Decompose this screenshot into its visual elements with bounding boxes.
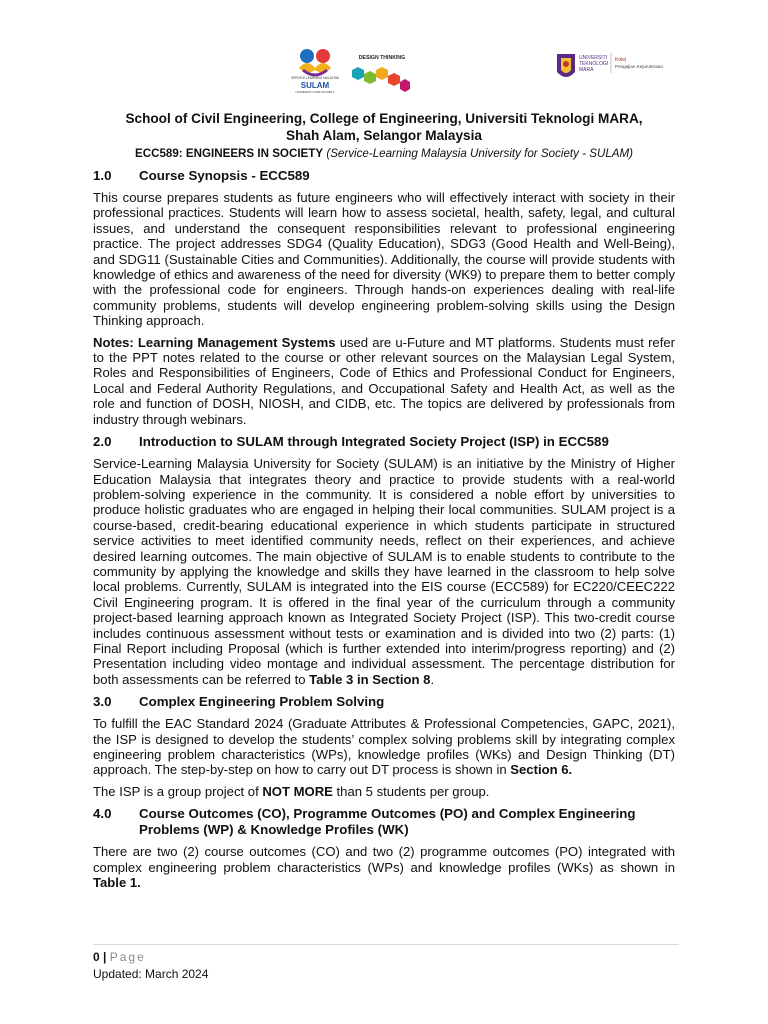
sulam-caption-3: UNIVERSITY FOR SOCIETY bbox=[295, 90, 335, 94]
title-line-1: School of Civil Engineering, College of Engineering, Universiti Teknologi MARA, bbox=[125, 111, 643, 126]
design-thinking-logo bbox=[344, 52, 414, 94]
section-4-paragraph bbox=[93, 844, 675, 890]
page-number: 0 bbox=[93, 950, 100, 964]
group-note-end: than 5 students per group. bbox=[332, 783, 490, 799]
page-word: Page bbox=[109, 950, 146, 964]
section-4-heading bbox=[93, 806, 675, 838]
uitm-line-1: UNIVERSITI bbox=[579, 55, 608, 61]
uitm-logo bbox=[555, 50, 675, 90]
section-2-heading bbox=[93, 434, 675, 450]
document-body bbox=[93, 111, 675, 896]
uitm-line-2: TEKNOLOGI bbox=[579, 61, 609, 67]
notes-label: Notes: Learning Management Systems bbox=[93, 334, 336, 350]
section-1-paragraph: This course prepares students as future engineers who will effectively interact with society in their professional practices. Students will learn how to assess societal, health, safety, legal, and cultural issues, and understand the consequent responsibilities relevant to professional engineering practice. The project addresses SDG4 (Quality Education), SDG3 (Good Health and Well-Being), and SDG11 (Sustainable Cities and Communities). Additionally, the course will provide students with knowledge of ethics and awareness of the need for diversity (WK9) to prepare them to better comply with the professional code for engineers. Through hands-on experiences dealing with real-life community problems, students will develop engineering problem-solving skills using the Design Thinking approach. bbox=[93, 190, 675, 329]
course-code: ECC589: ENGINEERS IN SOCIETY bbox=[134, 147, 324, 160]
course-subtitle bbox=[93, 146, 675, 161]
group-note-start: The ISP is a group project of bbox=[93, 783, 263, 799]
sulam-caption-1: SERVICE LEARNING MALAYSIA bbox=[291, 76, 339, 80]
title-line-2: Shah Alam, Selangor Malaysia bbox=[286, 127, 482, 143]
section-1-title: Course Synopsis - ECC589 bbox=[139, 168, 310, 183]
page-indicator bbox=[93, 949, 679, 966]
section-2-text: Service-Learning Malaysia University for Society (SULAM) is an initiative by the Ministry of Higher Education Malaysia that integrates theory and practice to provide students with a real-world problem-solving experience in the community. It is considered a noble effort by universities to produce holistic graduates who are engaged in helping their local communities. SULAM project is a course-based, credit-bearing educational experience in which students participate in structured service activities to meet identified community needs, reflect on their experiences, and achieve desired learning outcomes. The main objective of SULAM is to enable students to contribute to the community by applying the knowledge and skills they have learned in the classroom to help solve local problems. Currently, SULAM is integrated into the EIS course (ECC589) for EC220/CEEC222 Civil Engineering program. It is offered in the final year of the curriculum through a community project-based learning approach known as Integrated Society Project (ISP). This two-credit course includes continuous assessment without tests or examination and is divided into two (2) parts: (1) Final Report including Proposal (which is further extended into interim/progress reporting) and (2) Presentation including video montage and individual assessment. The percentage distribution for both assessments can be referred to bbox=[93, 456, 675, 687]
college-line-1: Kolej bbox=[615, 57, 627, 63]
page-footer bbox=[93, 944, 679, 983]
section-2-table-ref: Table 3 in Section 8 bbox=[309, 671, 431, 687]
page-separator: | bbox=[103, 950, 107, 964]
section-3-group-note bbox=[93, 784, 675, 799]
updated-date: Updated: March 2024 bbox=[93, 967, 209, 981]
uitm-line-3: MARA bbox=[579, 67, 594, 73]
section-4-text: There are two (2) course outcomes (CO) and two (2) programme outcomes (PO) integrated with complex engineering problem characteristics (WPs) and knowledge profiles (WKs) as shown in bbox=[93, 844, 675, 875]
section-2-title: Introduction to SULAM through Integrated Society Project (ISP) in ECC589 bbox=[139, 434, 609, 450]
course-description: (Service-Learning Malaysia University for Society - SULAM) bbox=[326, 147, 634, 160]
section-2-paragraph bbox=[93, 456, 675, 687]
section-4-number: 4.0 bbox=[93, 806, 112, 822]
sulam-caption-2: SULAM bbox=[300, 81, 330, 90]
section-3-text: To fulfill the EAC Standard 2024 (Graduate Attributes & Professional Competencies, GAPC, 2021), the ISP is designed to develop the students’ complex solving problems skill by integrating complex engineering problem characteristics (WPs), knowledge profiles (WKs) and Design Thinking (DT) approach. The step-by-step on how to carry out DT process is shown in bbox=[93, 716, 675, 778]
sulam-logo bbox=[285, 46, 345, 96]
group-note-emphasis: NOT MORE bbox=[262, 783, 333, 799]
notes-text: used are u-Future and MT platforms. Students must refer to the PPT notes related to the course or other relevant sources on the Malaysian Legal System, Roles and Responsibilities of Engineers, Code of Ethics and Professional Conduct for Engineers, Local and Federal Authority Regulations, and Occupational Safety and Health Act, as well as the role and function of DOSH, NIOSH, and CIDB, etc. The topics are delivered by professionals from industry through webinars. bbox=[93, 334, 675, 427]
section-3-title: Complex Engineering Problem Solving bbox=[139, 694, 385, 710]
section-3-ref: Section 6. bbox=[510, 762, 573, 778]
section-3-heading bbox=[93, 694, 675, 710]
section-2-number: 2.0 bbox=[93, 434, 112, 450]
section-4-title: Course Outcomes (CO), Programme Outcomes (PO) and Complex Engineering Problems (WP) & Knowledge Profiles (WK) bbox=[139, 806, 636, 838]
logo-bar bbox=[0, 44, 768, 100]
section-1-notes bbox=[93, 335, 675, 427]
section-1-number: 1.0 bbox=[93, 168, 112, 183]
section-2-end: . bbox=[430, 671, 435, 687]
design-thinking-label: DESIGN THINKING bbox=[358, 55, 406, 61]
section-3-paragraph bbox=[93, 716, 675, 778]
document-title bbox=[93, 111, 675, 144]
college-line-2: Pengajian Kejuruteraan bbox=[615, 64, 664, 69]
section-1-heading bbox=[93, 168, 675, 184]
section-3-number: 3.0 bbox=[93, 694, 112, 710]
section-4-table-ref: Table 1. bbox=[93, 875, 141, 891]
